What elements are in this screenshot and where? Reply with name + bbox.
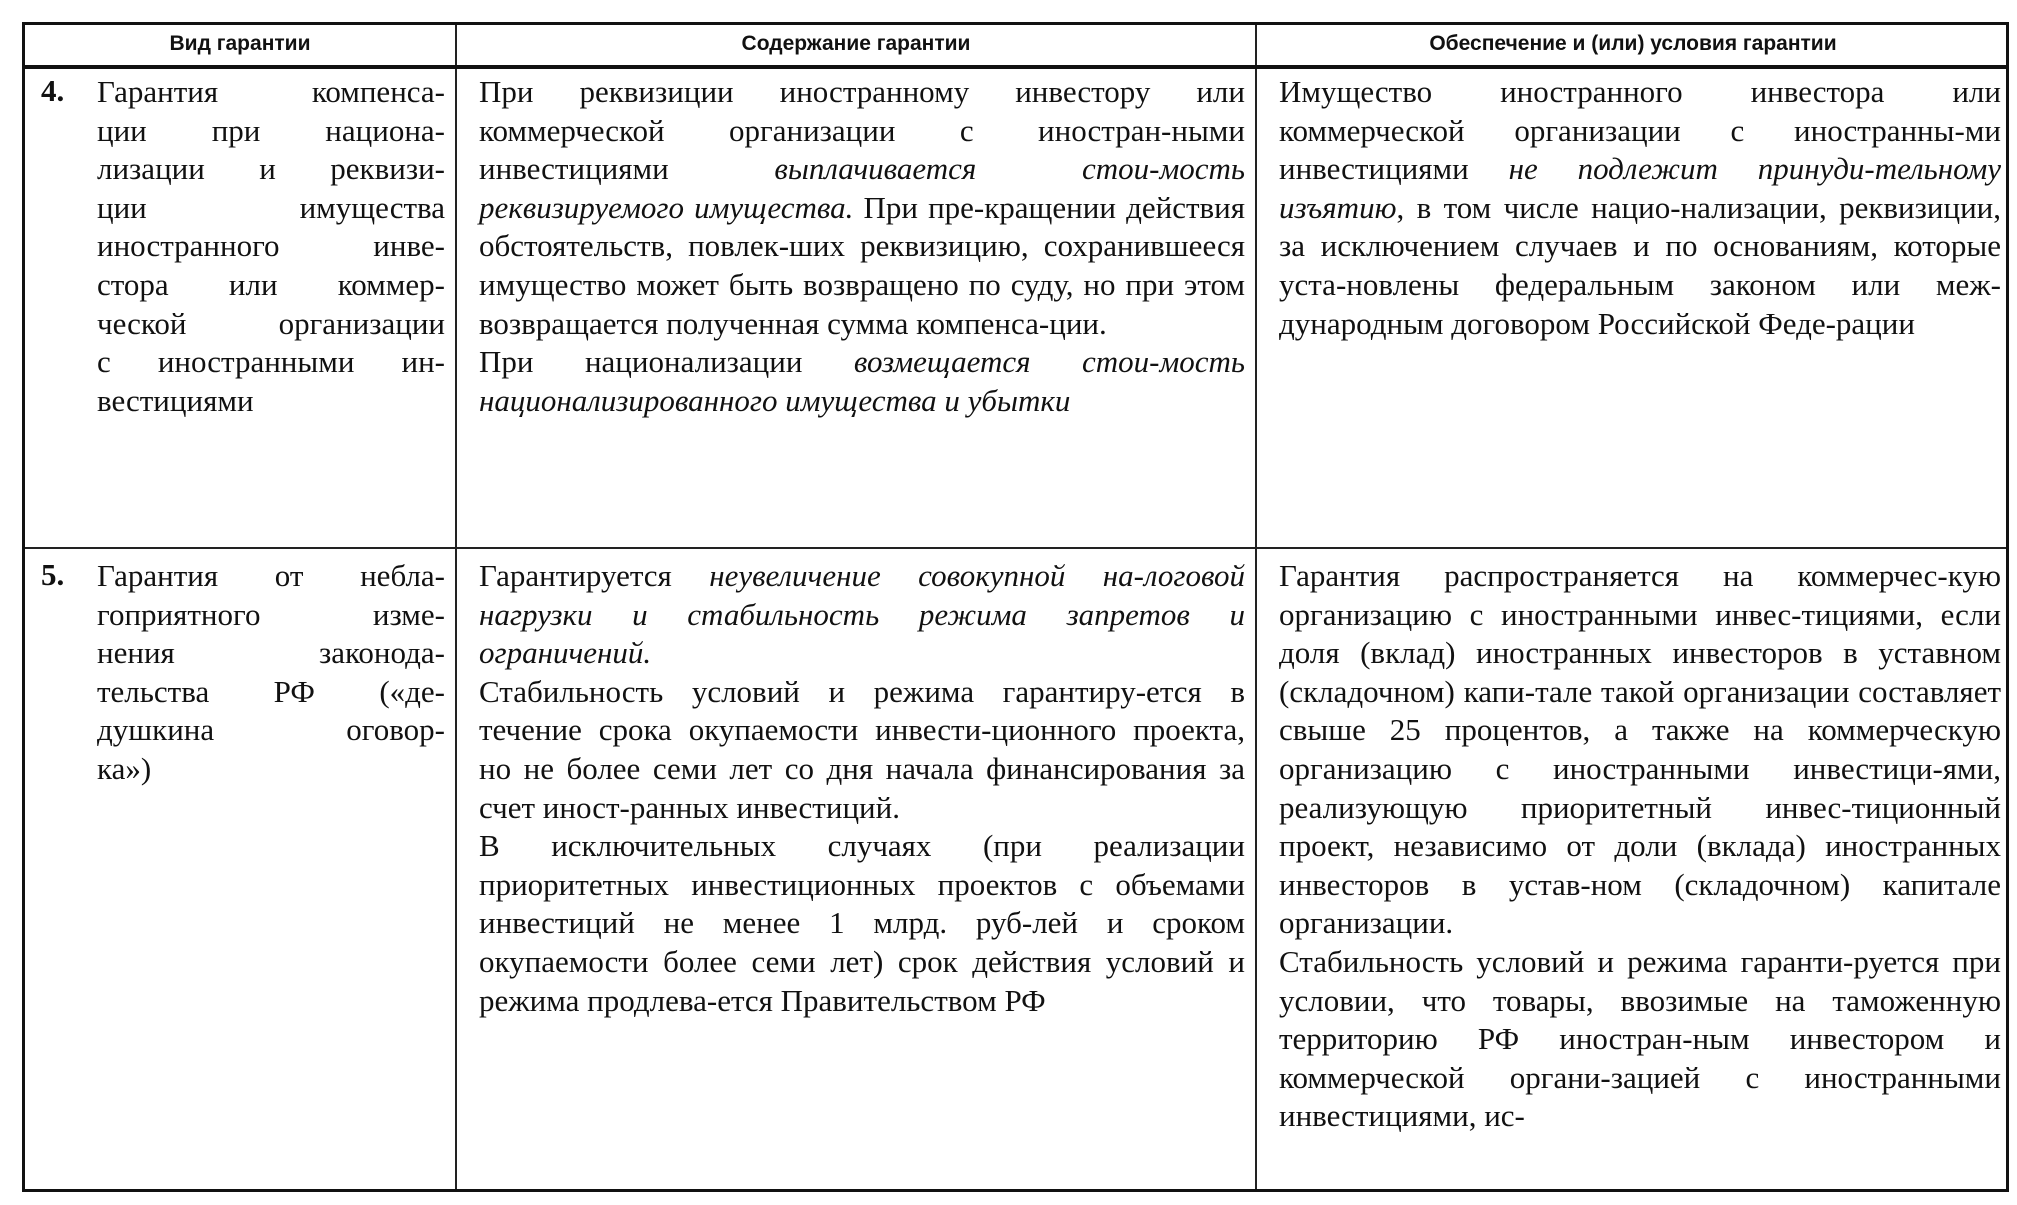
content-emphasis: неувеличение совокупной на-логовой нагрузки и стабильность режима запретов и ограничений. bbox=[479, 558, 1245, 671]
conditions-emphasis: не подлежит принуди-тельному изъятию bbox=[1279, 151, 2001, 225]
row-conditions bbox=[1279, 557, 2001, 1136]
conditions-paragraph: Гарантия распространяется на коммерчес-кую организацию с иностранными инвес-тициями, если доля (вклад) иностранных инвесторов в уставном (складочном) капи-тале такой организации составляет свыше 25 процентов, а также на коммерческую организацию с иностранными инвестици-ями, реализующую приоритетный инвес-тиционный проект, независимо от доли (вклада) иностранных инвесторов в устав-ном (складочном) капитале организации. bbox=[1279, 558, 2001, 941]
column-divider bbox=[1255, 25, 1257, 1189]
type-line: гоприятного изме- bbox=[97, 596, 445, 632]
header-conditions: Обеспечение и (или) условия гарантии bbox=[1429, 32, 1837, 55]
type-line: вестициями bbox=[97, 382, 254, 418]
row-conditions bbox=[1279, 73, 2001, 343]
content-paragraph: В исключительных случаях (при реализации приоритетных инвестиционных проектов с объемами инвестиций не менее 1 млрд. руб-лей и сроком окупаемости более семи лет) срок действия условий и режима продлева-ется Правительством РФ bbox=[479, 828, 1245, 1018]
type-line: Гарантия от небла- bbox=[97, 558, 445, 593]
conditions-paragraph: Стабильность условий и режима гаранти-руется при условии, что товары, ввозимые на таможенную территорию РФ иностран-ным инвестором и коммерческой органи-зацией с иностранными инвестициями, ис- bbox=[1279, 943, 2001, 1134]
type-line: лизации и реквизи- bbox=[97, 151, 445, 187]
row-type bbox=[97, 73, 445, 420]
conditions-text: , в том числе нацио-нализации, реквизиции, за исключением случаев и по основаниям, которые уста-новлены федеральным законом или меж-дународным договором Российской Феде-рации bbox=[1279, 189, 2001, 341]
row-content bbox=[479, 557, 1245, 1020]
row-number: 5. bbox=[41, 557, 65, 592]
type-line: стора или коммер- bbox=[97, 266, 445, 302]
content-paragraph: Стабильность условий и режима гарантиру-ется в течение срока окупаемости инвести-ционного проекта, но не более семи лет со дня начала финансирования за счет иност-ранных инвестиций. bbox=[479, 673, 1245, 825]
row-content bbox=[479, 73, 1245, 420]
content-text: При национализации bbox=[479, 344, 854, 380]
header-content: Содержание гарантии bbox=[741, 32, 971, 55]
content-text: При пре-кращении действия обстоятельств, повлек-ших реквизицию, сохранившееся имущество может быть возвращено по суду, но при этом возвращается полученная сумма компенса-ции. bbox=[479, 189, 1245, 341]
type-line: ции имущества bbox=[97, 189, 445, 225]
header-type: Вид гарантии bbox=[169, 32, 311, 55]
type-line: ции при национа- bbox=[97, 112, 445, 148]
row-type bbox=[97, 557, 445, 789]
type-line: ческой организации bbox=[97, 305, 445, 341]
content-text: Гарантируется bbox=[479, 558, 710, 593]
conditions-text: Имущество иностранного инвестора или коммерческой организации с иностранны-ми инвестициями bbox=[1279, 74, 2001, 187]
guarantees-table bbox=[22, 22, 2009, 1192]
type-line: душкина оговор- bbox=[97, 712, 445, 748]
row-number: 4. bbox=[41, 73, 65, 108]
content-emphasis: выплачивается стои-мость реквизируемого имущества. bbox=[479, 151, 1245, 225]
header-divider bbox=[25, 65, 2006, 69]
type-line: тельства РФ («де- bbox=[97, 673, 445, 709]
content-emphasis: возмещается стои-мость национализированного имущества и убытки bbox=[479, 344, 1245, 418]
type-line: Гарантия компенса- bbox=[97, 74, 445, 109]
type-line: нения законода- bbox=[97, 635, 445, 671]
type-line: с иностранными ин- bbox=[97, 344, 445, 380]
content-text: При реквизиции иностранному инвестору или коммерческой организации с иностран-ными инвестициями bbox=[479, 74, 1245, 187]
type-line: ка») bbox=[97, 750, 152, 786]
row-divider bbox=[25, 547, 2006, 549]
column-divider bbox=[455, 25, 457, 1189]
type-line: иностранного инве- bbox=[97, 228, 445, 264]
